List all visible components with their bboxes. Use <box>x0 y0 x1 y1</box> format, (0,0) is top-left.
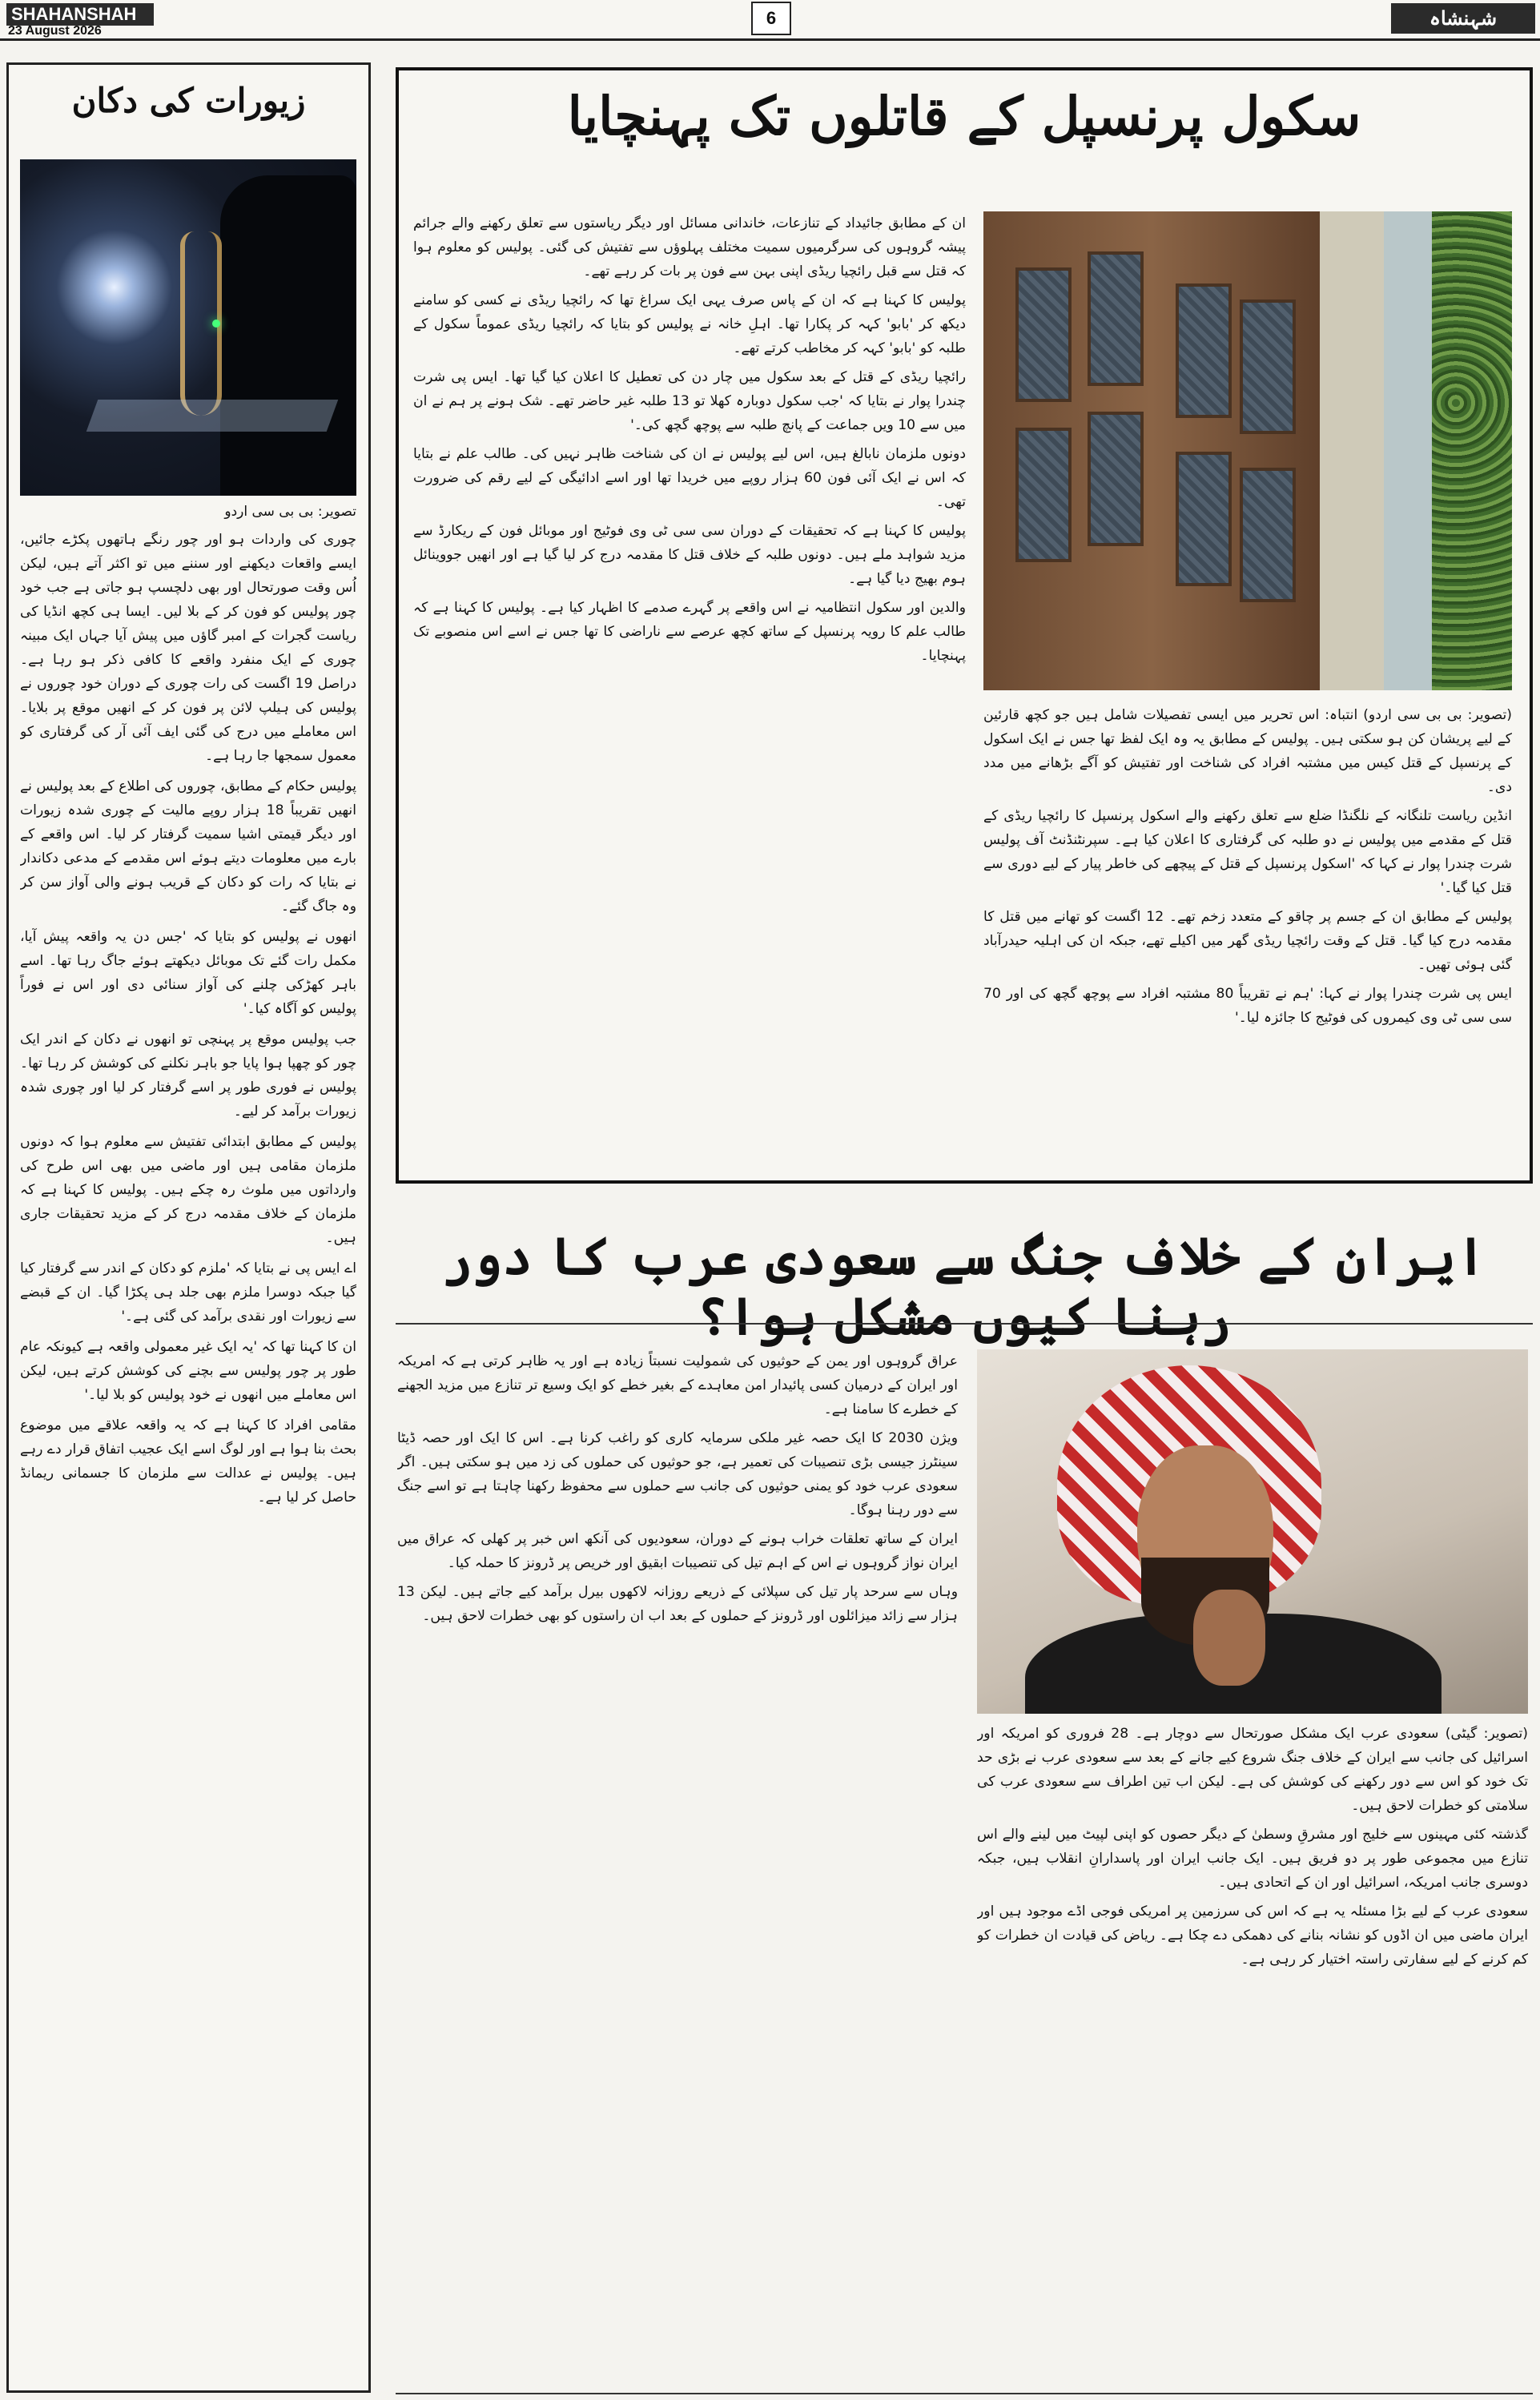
article-school-principal <box>396 67 1533 1184</box>
article-paragraph: گذشتہ کئی مہینوں سے خلیج اور مشرقِ وسطیٰ کے دیگر حصوں کو اپنی لپیٹ میں لینے والے اس تنازع میں مجموعی طور پر دو فریق ہیں۔ ایک جانب ایران اور پاسدارانِ انقلاب ہیں، جبکہ دوسری جانب امریکہ، اسرائیل اور ان کے اتحادی ہیں۔ <box>977 1827 1528 1891</box>
sidebar-paragraph: مقامی افراد کا کہنا ہے کہ یہ واقعہ علاقے میں موضوع بحث بنا ہوا ہے اور لوگ اسے ایک عجیب اتفاق قرار دے رہے ہیں۔ پولیس نے عدالت سے ملزمان کا جسمانی ریمانڈ حاصل کر لیا ہے۔ <box>20 1417 356 1506</box>
article-paragraph: والدین اور سکول انتظامیہ نے اس واقعے پر گہرے صدمے کا اظہار کیا ہے۔ پولیس کا کہنا ہے کہ طالب علم کا رویہ پرنسپل کے ساتھ کچھ عرصے سے ناراضی کا تھا جس نے اسے اس منصوبے تک پہنچایا۔ <box>413 600 966 664</box>
sidebar-paragraph: جب پولیس موقع پر پہنچی تو انھوں نے دکان کے اندر ایک چور کو چھپا ہوا پایا جو باہر نکلنے کی کوشش کر رہا تھا۔ پولیس نے فوری طور پر اسے گرفتار کر لیا اور چوری شدہ زیورات برآمد کر لیے۔ <box>20 1031 356 1120</box>
article-headline: سکول پرنسپل کے قاتلوں تک پہنچایا <box>567 85 1361 147</box>
brand-name: SHAHANSHAH <box>6 3 154 26</box>
article-paragraph: پولیس کا کہنا ہے کہ تحقیقات کے دوران سی سی ٹی وی فوٹیج اور موبائل فون کے ریکارڈ سے مزید شواہد ملے ہیں۔ دونوں طلبہ کے خلاف قتل کا مقدمہ درج کر لیا گیا ہے اور انھیں جووینائل ہوم بھیج دیا گیا ہے۔ <box>413 523 966 587</box>
article-paragraph: رائچیا ریڈی کے قتل کے بعد سکول میں چار دن کی تعطیل کا اعلان کیا گیا تھا۔ ایس پی شرت چندرا پوار نے بتایا کہ 'جب سکول دوبارہ کھلا تو 13 طلبہ غیر حاضر تھے۔ شک ہونے پر ہم نے ان میں سے 10 ویں جماعت کے پانچ طلبہ سے پوچھ گچھ کی۔' <box>413 369 966 433</box>
sidebar-headline: زیورات کی دکان <box>71 81 306 120</box>
article-paragraph: انڈین ریاست تلنگانہ کے نلگنڈا ضلع سے تعلق رکھنے والے اسکول پرنسپل کا رائچیا ریڈی کے قتل کے مقدمے میں پولیس نے دو طلبہ کی گرفتاری کا اعلان کیا ہے۔ سپرنٹنڈنٹ آف پولیس شرت چندرا پوار نے کہا کہ 'اسکول پرنسپل کے قتل کے پیچھے کی خاطر پیار کے لیے دوری سے قتل کیا گیا۔' <box>983 808 1512 896</box>
article-paragraph: عراق گروہوں اور یمن کے حوثیوں کی شمولیت نسبتاً زیادہ ہے اور یہ ظاہر کرتی ہے کہ امریکہ اور ایران کے درمیان کسی پائیدار امن معاہدے کے بغیر خطے کو ایک وسیع تر تنازع میں مزید الجھنے کے خطرے کا سامنا ہے۔ <box>397 1353 958 1417</box>
article-paragraph: (تصویر: بی بی سی اردو) انتباہ: اس تحریر میں ایسی تفصیلات شامل ہیں جو کچھ قارئین کے لیے پریشان کن ہو سکتی ہیں۔ پولیس کے مطابق یہ وہ ایک لفظ تھا جس نے ایک اسکول کے پرنسپل کے قتل کیس میں مشتبہ افراد کی شناخت اور تفتیش کو آگے بڑھانے میں مدد دی۔ <box>983 707 1512 795</box>
article-column <box>397 1349 958 2386</box>
article-photo-door <box>983 211 1512 690</box>
article-paragraph: (تصویر: گیٹی) سعودی عرب ایک مشکل صورتحال سے دوچار ہے۔ 28 فروری کو امریکہ اور اسرائیل کی جانب سے ایران کے خلاف جنگ شروع کیے جانے کے بعد سے سعودی عرب نے بڑی حد تک خود کو اس سے دور رکھنے کی کوشش کی ہے۔ لیکن اب تین اطراف سے سعودی عرب کی سلامتی کو خطرات لاحق ہیں۔ <box>977 1726 1528 1814</box>
sidebar-article <box>6 62 371 2393</box>
article-paragraph: ان کے مطابق جائیداد کے تنازعات، خاندانی مسائل اور دیگر ریاستوں سے تعلق رکھنے والے جرائم پیشہ گروہوں کی سرگرمیوں سمیت مختلف پہلوؤں سے تفتیش کی گئی۔ پولیس کو معلوم ہوا کہ قتل سے قبل رائچیا ریڈی اپنی بہن سے فون پر بات کر رہے تھے۔ <box>413 215 966 279</box>
sidebar-photo-caption: تصویر: بی بی سی اردو <box>224 504 356 520</box>
sidebar-photo <box>20 159 356 496</box>
issue-date: 23 August 2026 <box>8 24 102 38</box>
sidebar-paragraph: پولیس کے مطابق ابتدائی تفتیش سے معلوم ہوا کہ دونوں ملزمان مقامی ہیں اور ماضی میں بھی اس طرح کی وارداتوں میں ملوث رہ چکے ہیں۔ پولیس کا کہنا ہے کہ ملزمان کے خلاف مقدمہ درج کر کے مزید تحقیقات جاری ہیں۔ <box>20 1134 356 1246</box>
article-paragraph: دونوں ملزمان نابالغ ہیں، اس لیے پولیس نے ان کی شناخت ظاہر نہیں کی۔ طالب علم نے بتایا کہ اس نے ایک آئی فون 60 ہزار روپے میں خریدا تھا اور اسے ادائیگی کے لیے رقم کی ضرورت تھی۔ <box>413 446 966 510</box>
article-photo-saudi <box>977 1349 1528 1714</box>
article-paragraph: وہاں سے سرحد پار تیل کی سپلائی کے ذریعے روزانہ لاکھوں بیرل برآمد کیے جاتے ہیں۔ لیکن 13 ہزار سے زائد میزائلوں اور ڈرونز کے حملوں کے بعد اب ان راستوں کو بھی خطرات لاحق ہیں۔ <box>397 1584 958 1624</box>
article-paragraph: پولیس کا کہنا ہے کہ ان کے پاس صرف یہی ایک سراغ تھا کہ رائچیا ریڈی نے کسی کو سامنے دیکھ کر 'بابو' کہہ کر پکارا تھا۔ اہلِ خانہ نے پولیس کو بتایا کہ رائچیا ریڈی عموماً سکول کے طلبہ کو 'بابو' کہہ کر مخاطب کرتے تھے۔ <box>413 292 966 356</box>
article-column <box>977 1722 1528 2386</box>
article-paragraph: ویژن 2030 کا ایک حصہ غیر ملکی سرمایہ کاری کو راغب کرنا ہے۔ اس کا ایک اور حصہ ڈیٹا سینٹرز جیسی بڑی تنصیبات کی تعمیر ہے، جو حوثیوں کی حملوں کی زد میں ہو سکتی ہیں۔ اگر سعودی عرب خود کو یمنی حوثیوں کی جانب سے حملوں سے محفوظ رکھنا چاہتا ہے تو اسے جنگ سے دور رہنا ہوگا۔ <box>397 1430 958 1518</box>
article-column <box>983 703 1512 1168</box>
sidebar-paragraph: چوری کی واردات ہو اور چور رنگے ہاتھوں پکڑے جائیں، ایسے واقعات دیکھنے اور سننے میں تو اکثر آتے ہیں، لیکن اُس وقت صورتحال اور بھی دلچسپ ہو جاتی ہے جب خود چور پولیس کو فون کر کے بلا لیں۔ ایسا ہی کچھ انڈیا کی ریاست گجرات کے امبر گاؤں میں پیش آیا جہاں ایک مبینہ چوری کے ایک منفرد واقعے کا کافی ذکر ہو رہا ہے۔ دراصل 19 اگست کی رات چوری کے دوران خود چوروں نے پولیس کی ہیلپ لائن پر فون کر کے انھیں موقع پر بلایا۔ اس معاملے میں درج کی گئی ایف آئی آر کی گرفتاری کو معمول سمجھا جا رہا ہے۔ <box>20 532 356 764</box>
top-bar <box>0 0 1540 41</box>
article-headline-saudi: ایران کے خلاف جنگ سے سعودی عرب کا دور رہنا کیوں مشکل ہوا؟ <box>442 1227 1486 1347</box>
article-paragraph: ایس پی شرت چندرا پوار نے کہا: 'ہم نے تقریباً 80 مشتبہ افراد سے پوچھ گچھ کی اور 70 سی سی ٹی وی کیمروں کی فوٹیج کا جائزہ لیا۔' <box>983 986 1512 1026</box>
article-paragraph: پولیس کے مطابق ان کے جسم پر چاقو کے متعدد زخم تھے۔ 12 اگست کو تھانے میں قتل کا مقدمہ درج کیا گیا۔ قتل کے وقت رائچیا ریڈی گھر میں اکیلے تھے، جبکہ ان کی اہلیہ حیدرآباد گئی ہوئی تھیں۔ <box>983 909 1512 973</box>
sidebar-paragraph: پولیس حکام کے مطابق، چوروں کی اطلاع کے بعد پولیس نے انھیں تقریباً 18 ہزار روپے مالیت کے چوری شدہ زیورات اور دیگر قیمتی اشیا سمیت گرفتار کر لیا۔ اس واقعے کے بارے میں معلومات دیتے ہوئے اس مقدمے کے مدعی دکاندار نے بتایا کہ رات کو دکان کے قریب ہونے والی آواز سن کر وہ جاگ گئے۔ <box>20 778 356 915</box>
masthead-logo: شہنشاہ <box>1391 3 1535 34</box>
sidebar-paragraph: اے ایس پی نے بتایا کہ 'ملزم کو دکان کے اندر سے گرفتار کیا گیا جبکہ دوسرا ملزم بھی جلد ہی پکڑا گیا۔ ان کے قبضے سے زیورات اور نقدی برآمد کی گئی ہے۔' <box>20 1260 356 1325</box>
sidebar-paragraph: انھوں نے پولیس کو بتایا کہ 'جس دن یہ واقعہ پیش آیا، مکمل رات گئے تک موبائل دیکھتے ہوئے جاگ رہا تھا۔ اسے باہر کھڑکی چلنے کی آواز سنائی دی اور اس نے فوراً پولیس کو آگاہ کیا۔' <box>20 929 356 1017</box>
sidebar-paragraph: ان کا کہنا تھا کہ 'یہ ایک غیر معمولی واقعہ ہے کیونکہ عام طور پر چور پولیس سے بچنے کی کوشش کرتے ہیں، لیکن اس معاملے میں انھوں نے خود پولیس کو بلا لیا۔' <box>20 1339 356 1403</box>
divider <box>396 2393 1533 2394</box>
sidebar-body <box>20 528 356 2370</box>
divider <box>396 1323 1533 1325</box>
article-paragraph: سعودی عرب کے لیے بڑا مسئلہ یہ ہے کہ اس کی سرزمین پر امریکی فوجی اڈے موجود ہیں اور ایران ماضی میں ان اڈوں کو نشانہ بنانے کی دھمکی دے چکا ہے۔ ریاض کی قیادت ان خطرات کو کم کرنے کے لیے سفارتی راستہ اختیار کر رہی ہے۔ <box>977 1904 1528 1968</box>
article-column <box>413 211 966 1168</box>
page-number: 6 <box>751 2 791 35</box>
article-paragraph: ایران کے ساتھ تعلقات خراب ہونے کے دوران، سعودیوں کی آنکھ اس خبر پر کھلی کہ عراق میں ایران نواز گروہوں نے اس کے اہم تیل کی تنصیبات ابقیق اور خریص پر ڈرونز کا حملہ کیا۔ <box>397 1531 958 1571</box>
